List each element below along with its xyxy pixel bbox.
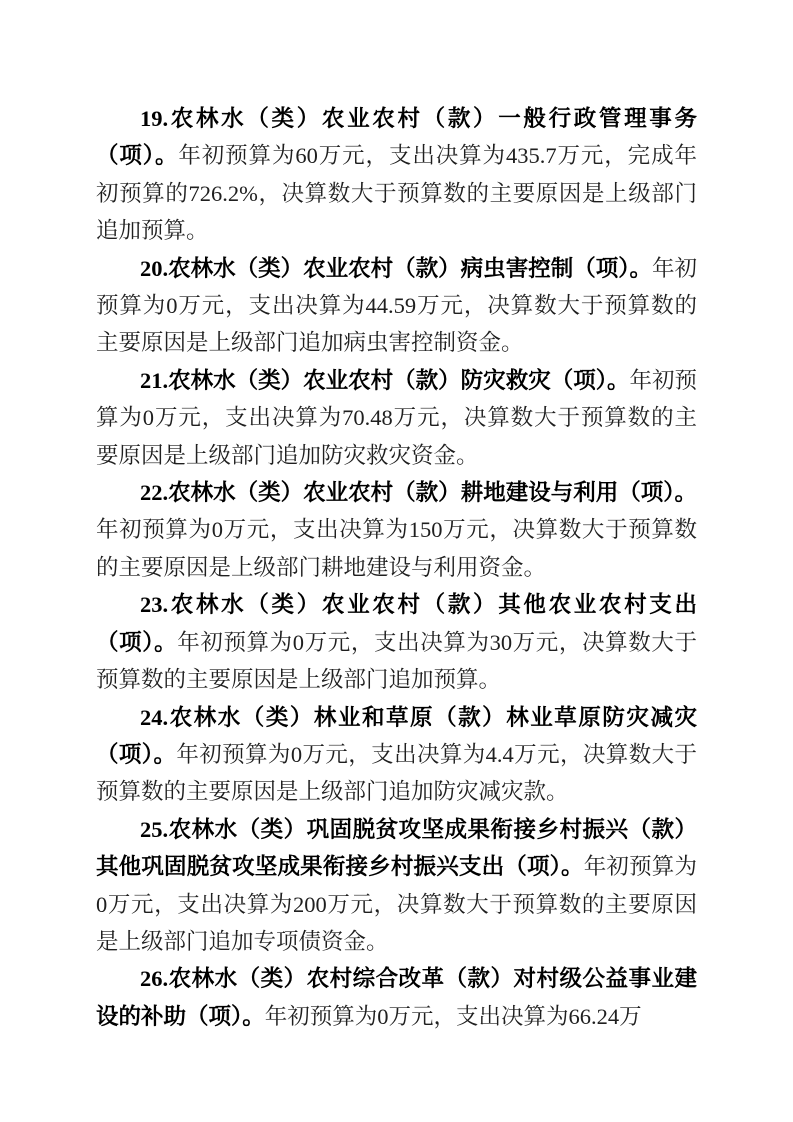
document-content	[96, 100, 697, 1035]
paragraph-heading: 25.农林水（类）巩固脱贫攻坚成果衔接乡村振兴（款）其他巩固脱贫攻坚成果衔接乡村振兴支出（项）。	[96, 816, 697, 880]
paragraph	[96, 100, 697, 250]
paragraph-body: 年初预算为60万元，支出决算为435.7万元，完成年初预算的726.2%，决算数大于预算数的主要原因是上级部门追加预算。	[96, 143, 697, 244]
paragraph-heading: 19.农林水（类）农业农村（款）一般行政管理事务（项）。	[96, 106, 697, 169]
paragraph-heading: 26.农林水（类）农村综合改革（款）对村级公益事业建设的补助（项）。	[96, 966, 697, 1029]
paragraph	[96, 586, 697, 698]
paragraph-heading: 23.农林水（类）农业农村（款）其他农业农村支出（项）。	[96, 592, 697, 655]
paragraph	[96, 699, 697, 811]
paragraph-body: 年初预算为0万元，支出决算为66.24万	[264, 1003, 642, 1029]
paragraph-body: 年初预算为0万元，支出决算为70.48万元，决算数大于预算数的主要原因是上级部门追加防灾救灾资金。	[96, 367, 697, 468]
paragraph-body: 年初预算为0万元，支出决算为150万元，决算数大于预算数的主要原因是上级部门耕地建设与利用资金。	[96, 517, 697, 580]
paragraph-heading: 24.农林水（类）林业和草原（款）林业草原防灾减灾（项）。	[96, 704, 697, 767]
paragraph-heading: 21.农林水（类）农业农村（款）防灾救灾（项）。	[140, 367, 630, 393]
paragraph-body: 年初预算为0万元，支出决算为4.4万元，决算数大于预算数的主要原因是上级部门追加防灾减灾款。	[96, 741, 697, 805]
paragraph	[96, 474, 697, 586]
paragraph-heading: 20.农林水（类）农业农村（款）病虫害控制（项）。	[140, 255, 652, 281]
paragraph	[96, 362, 697, 474]
paragraph-body: 年初预算为0万元，支出决算为44.59万元，决算数大于预算数的主要原因是上级部门追加病虫害控制资金。	[96, 255, 697, 356]
paragraph	[96, 250, 697, 362]
paragraph	[96, 811, 697, 961]
paragraph-body: 年初预算为0万元，支出决算为30万元，决算数大于预算数的主要原因是上级部门追加预算。	[96, 629, 697, 693]
paragraph-heading: 22.农林水（类）农业农村（款）耕地建设与利用（项）。	[140, 480, 697, 506]
paragraph	[96, 960, 697, 1035]
paragraph-body: 年初预算为0万元，支出决算为200万元，决算数大于预算数的主要原因是上级部门追加专项债资金。	[96, 854, 697, 954]
